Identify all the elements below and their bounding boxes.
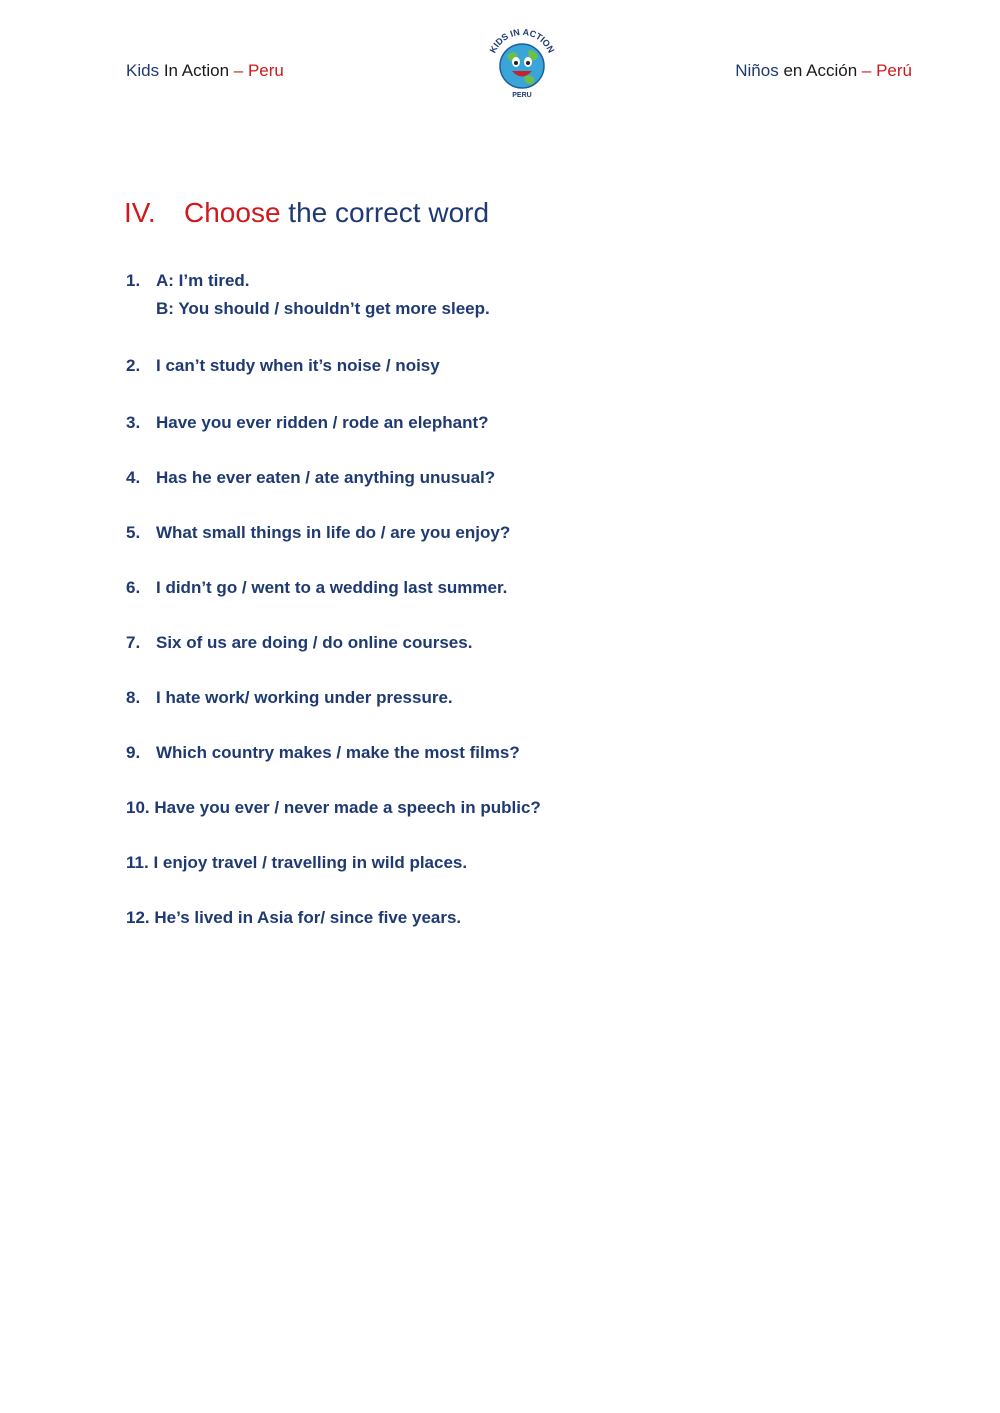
item-text: He’s lived in Asia for/ since five years. <box>154 908 462 927</box>
item-text: I hate work/ working under pressure. <box>156 688 453 707</box>
section-number: IV. <box>124 197 156 228</box>
list-item <box>126 852 467 874</box>
item-text-a: A: I’m tired. <box>156 271 250 290</box>
item-number: 11. <box>126 853 149 872</box>
list-item <box>126 412 489 434</box>
list-item <box>126 270 490 320</box>
item-number: 6. <box>126 578 141 597</box>
item-number: 2. <box>126 356 141 375</box>
item-text: Have you ever / never made a speech in public? <box>154 798 541 817</box>
list-item <box>126 907 461 929</box>
header-left-kids: Kids <box>126 61 160 80</box>
item-number: 9. <box>126 743 141 762</box>
item-text: What small things in life do / are you enjoy? <box>156 523 511 542</box>
header-left-in-action: In Action <box>163 61 230 80</box>
header-left-peru: – Peru <box>233 61 284 80</box>
header-right-ninos: Niños <box>735 61 779 80</box>
item-number: 3. <box>126 413 141 432</box>
section-title-choose: Choose <box>184 197 281 228</box>
list-item <box>126 797 541 819</box>
item-text: Which country makes / make the most films? <box>156 743 520 762</box>
item-number: 4. <box>126 468 141 487</box>
header-right-en-accion: en Acción <box>783 61 858 80</box>
list-item <box>126 632 472 654</box>
item-number: 10. <box>126 798 150 817</box>
item-text: I didn’t go / went to a wedding last summer. <box>156 578 508 597</box>
item-text: Has he ever eaten / ate anything unusual? <box>156 468 496 487</box>
list-item <box>126 522 510 544</box>
header-right <box>735 60 912 82</box>
item-text: Six of us are doing / do online courses. <box>156 633 473 652</box>
list-item <box>126 742 520 764</box>
section-title <box>124 196 489 230</box>
item-text: I enjoy travel / travelling in wild places. <box>153 853 468 872</box>
list-item <box>126 577 507 599</box>
header-left <box>126 60 284 82</box>
logo-text-top: KIDS IN ACTION <box>487 26 557 55</box>
item-number: 7. <box>126 633 141 652</box>
section-title-rest: the correct word <box>288 197 490 228</box>
item-number: 5. <box>126 523 141 542</box>
list-item <box>126 355 440 377</box>
logo-text-bottom: PERU <box>512 92 532 99</box>
item-number: 12. <box>126 908 150 927</box>
list-item <box>126 687 453 709</box>
item-number: 8. <box>126 688 141 707</box>
header-right-peru: – Perú <box>861 61 912 80</box>
item-number: 1. <box>126 271 141 290</box>
item-text-b: B: You should / shouldn’t get more sleep. <box>156 299 490 318</box>
item-text: I can’t study when it’s noise / noisy <box>156 356 440 375</box>
list-item <box>126 467 495 489</box>
item-text: Have you ever ridden / rode an elephant? <box>156 413 489 432</box>
kids-in-action-logo <box>479 20 565 108</box>
